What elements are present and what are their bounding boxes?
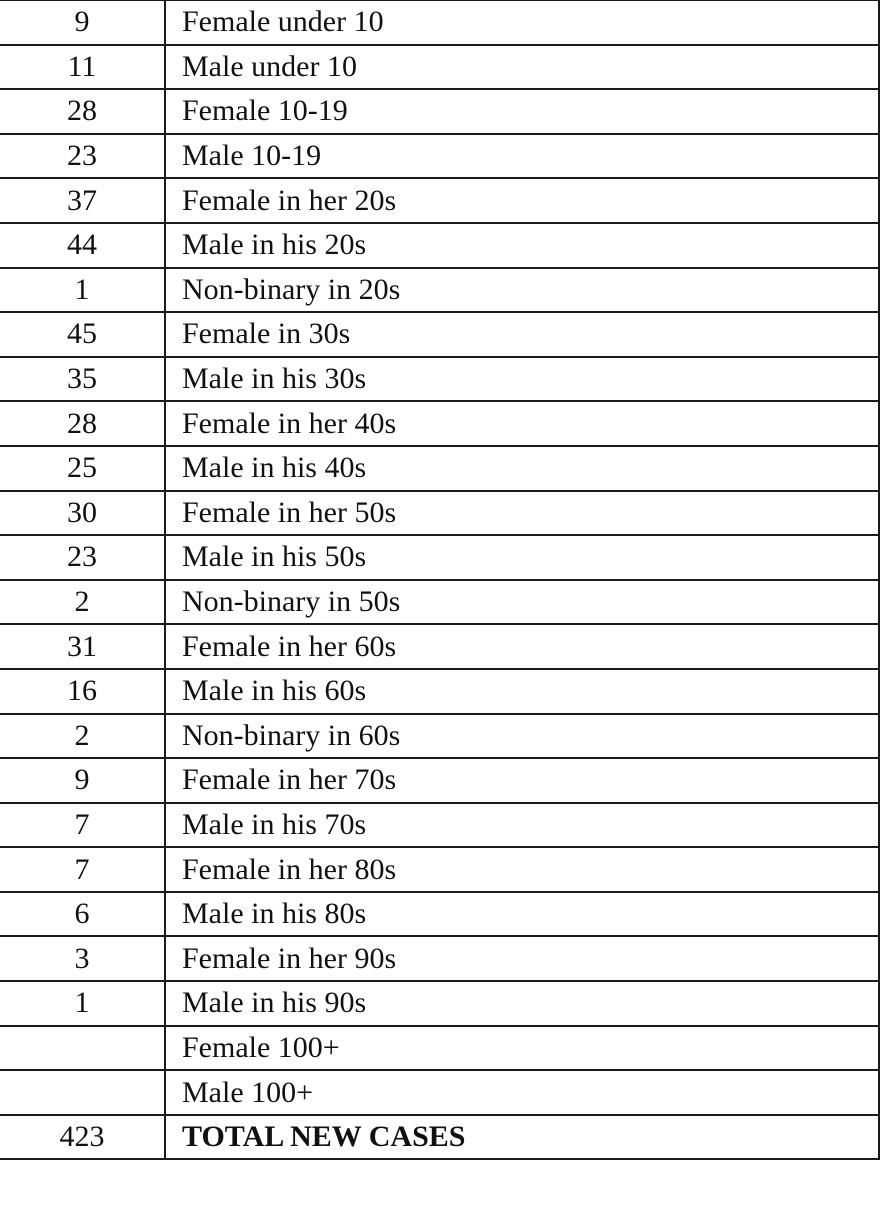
case-count-cell: 2 — [0, 580, 165, 625]
demographic-group-cell: Male 10-19 — [165, 134, 879, 179]
case-count-cell: 30 — [0, 491, 165, 536]
demographic-group-cell: Female in 30s — [165, 312, 879, 357]
demographic-group-cell: Female in her 90s — [165, 936, 879, 981]
case-count-cell: 2 — [0, 714, 165, 759]
table-row — [0, 803, 879, 848]
table-row — [0, 981, 879, 1026]
case-count-cell: 3 — [0, 936, 165, 981]
demographic-group-cell: Female under 10 — [165, 0, 879, 45]
table-row — [0, 268, 879, 313]
demographic-group-cell: Female in her 60s — [165, 624, 879, 669]
demographic-group-cell: Male in his 50s — [165, 535, 879, 580]
table-row — [0, 580, 879, 625]
case-count-cell: 31 — [0, 624, 165, 669]
case-count-cell: 25 — [0, 446, 165, 491]
case-count-cell: 9 — [0, 0, 165, 45]
table-row — [0, 178, 879, 223]
demographic-group-cell: Male in his 40s — [165, 446, 879, 491]
case-count-cell: 35 — [0, 357, 165, 402]
case-count-cell: 1 — [0, 981, 165, 1026]
demographic-group-cell: Female 10-19 — [165, 89, 879, 134]
table-row — [0, 89, 879, 134]
table-row — [0, 535, 879, 580]
table-row — [0, 312, 879, 357]
demographic-group-cell: Male in his 70s — [165, 803, 879, 848]
total-row — [0, 1115, 879, 1160]
table-row — [0, 847, 879, 892]
case-count-cell: 37 — [0, 178, 165, 223]
table-row — [0, 1070, 879, 1115]
table-row — [0, 491, 879, 536]
demographic-group-cell: Male in his 20s — [165, 223, 879, 268]
case-count-cell: 23 — [0, 134, 165, 179]
demographic-group-cell: Female 100+ — [165, 1026, 879, 1071]
table-row — [0, 0, 879, 45]
demographic-group-cell: Female in her 40s — [165, 401, 879, 446]
case-count-cell: 44 — [0, 223, 165, 268]
table-row — [0, 45, 879, 90]
demographic-group-cell: Female in her 50s — [165, 491, 879, 536]
demographic-group-cell: Female in her 80s — [165, 847, 879, 892]
demographic-group-cell: Male in his 80s — [165, 892, 879, 937]
case-count-cell: 23 — [0, 535, 165, 580]
case-count-cell — [0, 1026, 165, 1071]
total-label-cell: TOTAL NEW CASES — [165, 1115, 879, 1160]
table-row — [0, 758, 879, 803]
case-count-cell: 28 — [0, 89, 165, 134]
table-row — [0, 669, 879, 714]
table-row — [0, 134, 879, 179]
case-count-cell: 7 — [0, 803, 165, 848]
case-count-cell: 11 — [0, 45, 165, 90]
demographic-group-cell: Male in his 30s — [165, 357, 879, 402]
demographic-group-cell: Male 100+ — [165, 1070, 879, 1115]
case-count-cell: 7 — [0, 847, 165, 892]
case-count-cell: 1 — [0, 268, 165, 313]
demographic-group-cell: Non-binary in 20s — [165, 268, 879, 313]
table-row — [0, 357, 879, 402]
table-row — [0, 1026, 879, 1071]
case-count-cell: 9 — [0, 758, 165, 803]
total-count-cell: 423 — [0, 1115, 165, 1160]
table-row — [0, 714, 879, 759]
table-row — [0, 936, 879, 981]
demographic-group-cell: Non-binary in 60s — [165, 714, 879, 759]
demographic-group-cell: Male under 10 — [165, 45, 879, 90]
demographic-group-cell: Female in her 70s — [165, 758, 879, 803]
case-count-cell: 28 — [0, 401, 165, 446]
demographic-group-cell: Male in his 60s — [165, 669, 879, 714]
demographic-group-cell: Non-binary in 50s — [165, 580, 879, 625]
table-row — [0, 401, 879, 446]
case-count-cell: 6 — [0, 892, 165, 937]
table-row — [0, 223, 879, 268]
table-row — [0, 446, 879, 491]
case-count-cell: 45 — [0, 312, 165, 357]
table-row — [0, 892, 879, 937]
demographic-group-cell: Male in his 90s — [165, 981, 879, 1026]
case-count-cell: 16 — [0, 669, 165, 714]
table-row — [0, 624, 879, 669]
case-count-cell — [0, 1070, 165, 1115]
demographic-group-cell: Female in her 20s — [165, 178, 879, 223]
